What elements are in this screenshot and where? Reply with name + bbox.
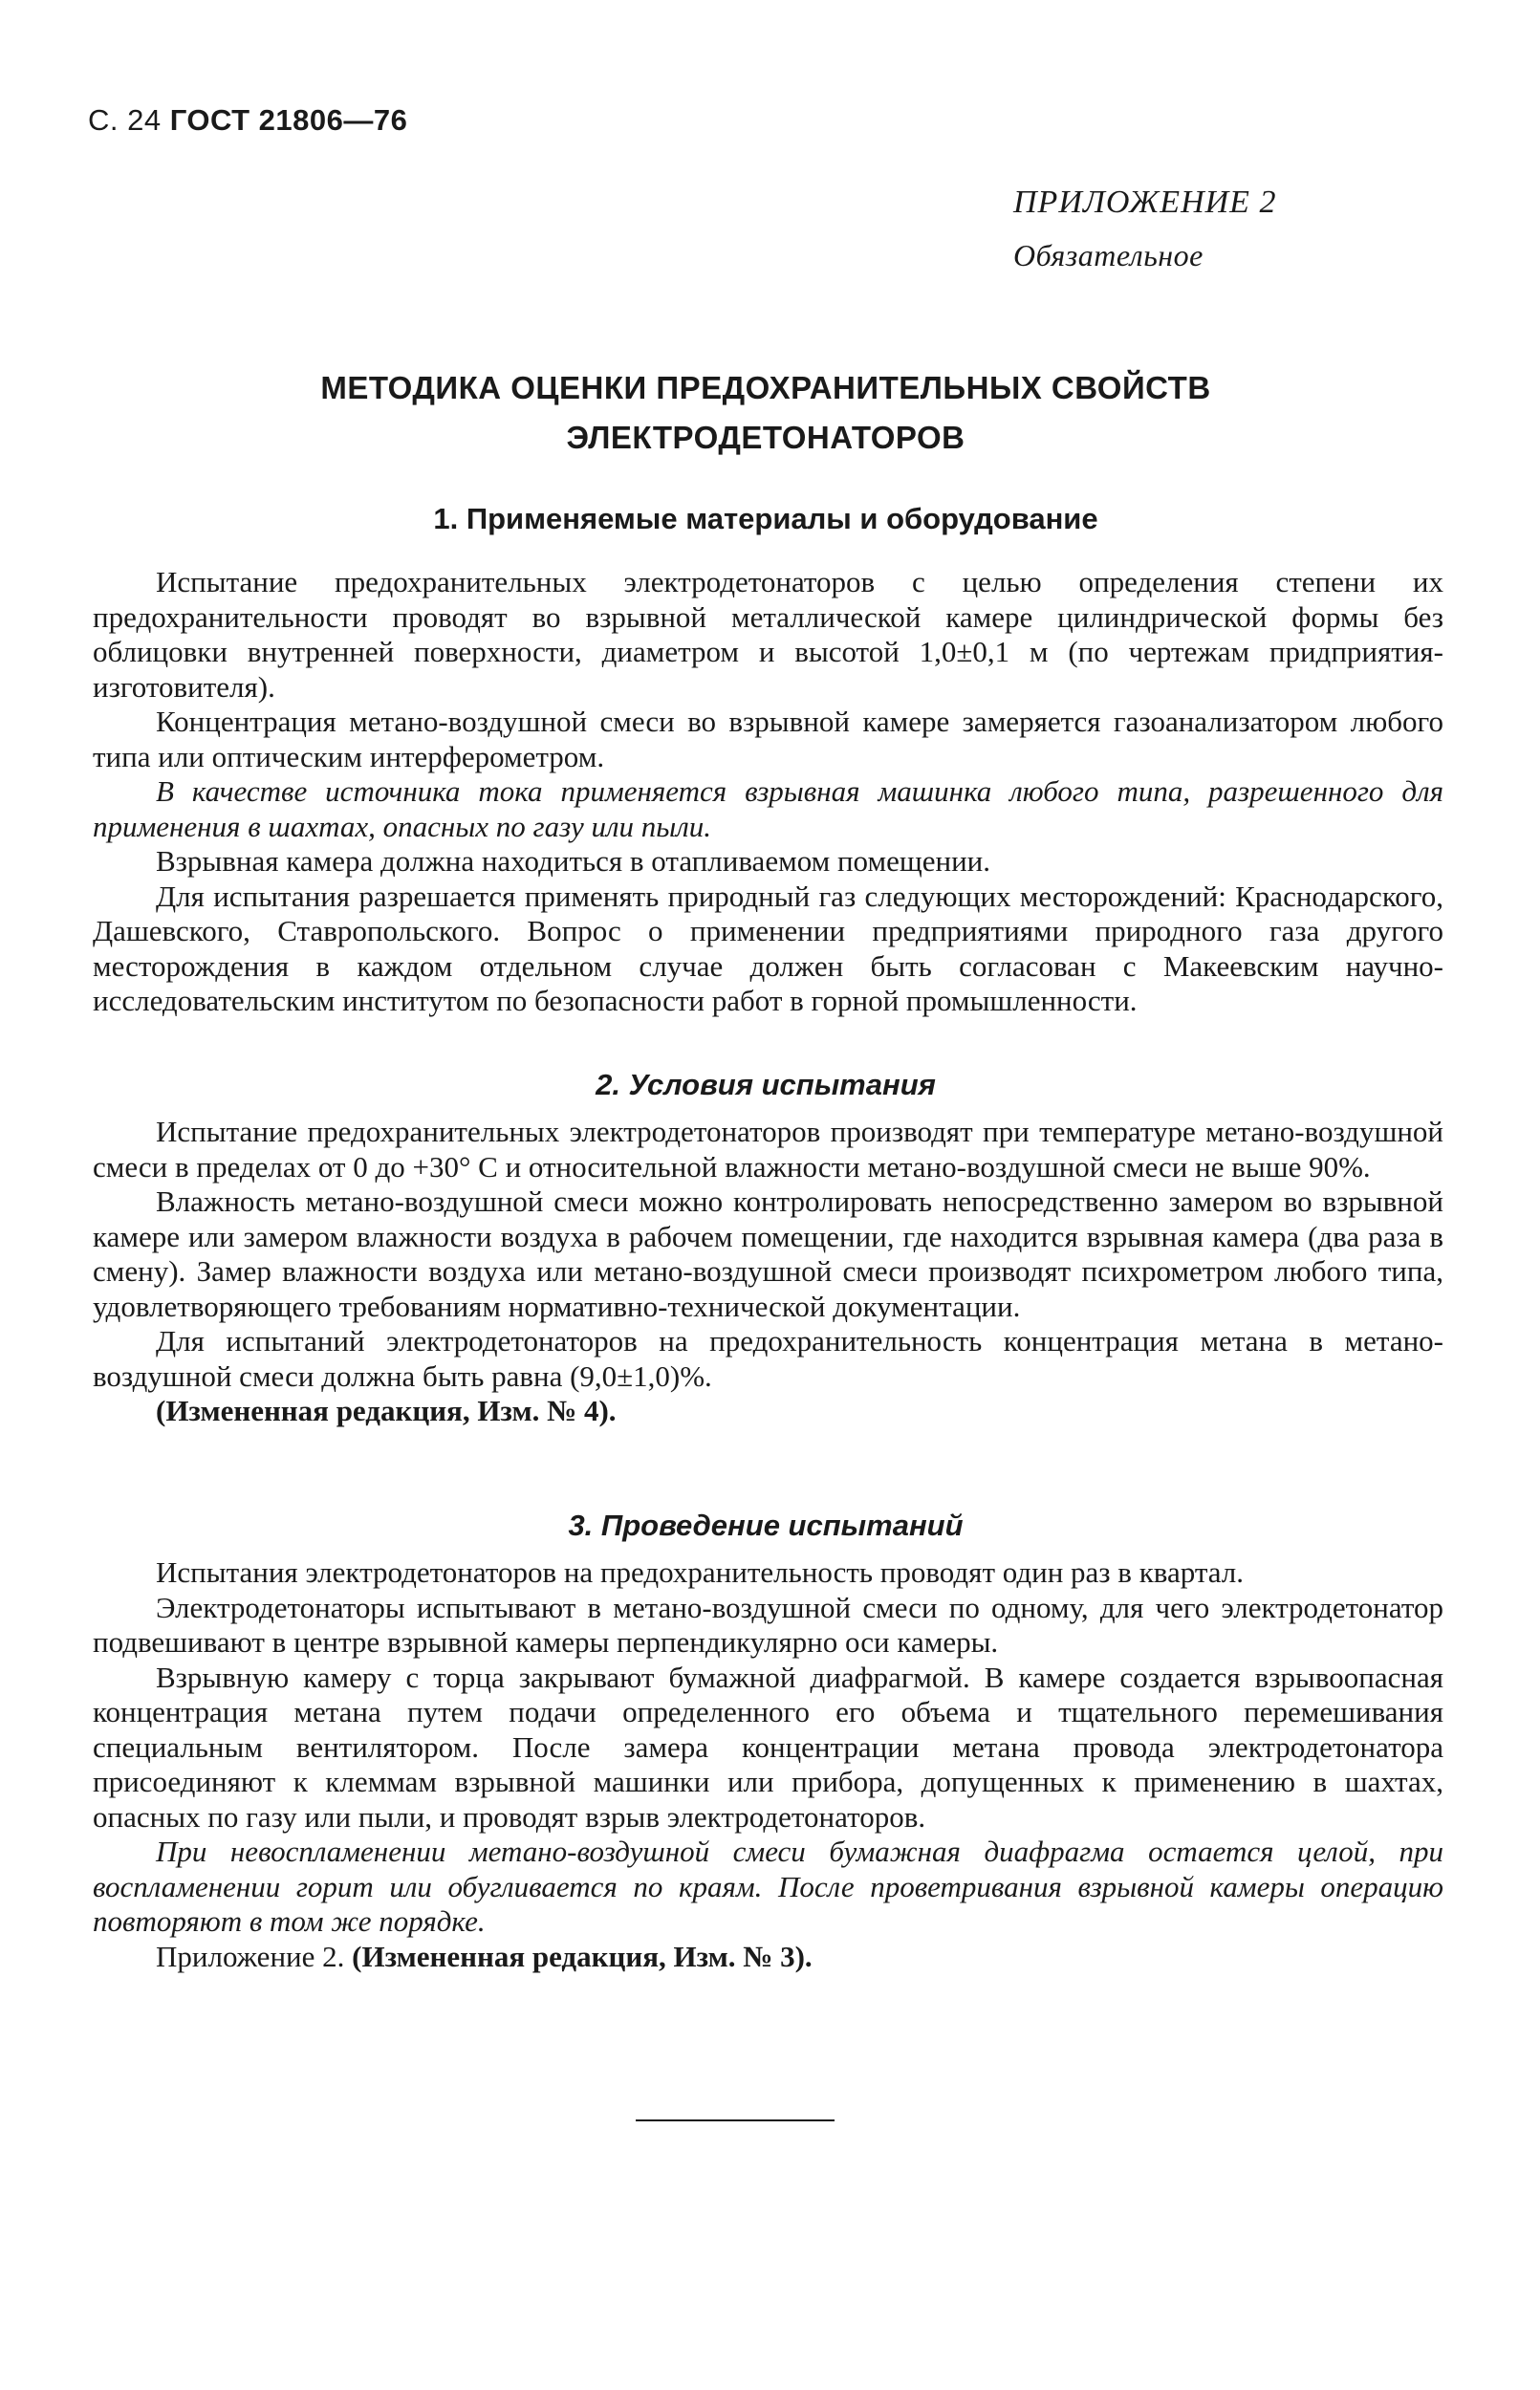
- page-header: [88, 103, 407, 138]
- end-rule: [636, 2119, 835, 2121]
- document-title: [92, 363, 1440, 463]
- section-1-paragraph: Концентрация метано-воздушной смеси во взрывной камере замеряется газоанализатором любого типа или оптическим интерферометром.: [93, 705, 1443, 773]
- section-2-body: [93, 1115, 1443, 1429]
- section-1-paragraph: Для испытания разрешается применять природный газ следующих месторождений: Краснодарского, Дашевского, Ставропольского. Вопрос о применении предприятиями природного газа другого месторождения в каждом отдельном случае должен быть согласован с Макеевским научно-исследовательским институтом по безопасности работ в горной промышленности.: [93, 879, 1443, 1017]
- section-1-paragraph: Взрывная камера должна находиться в отапливаемом помещении.: [156, 844, 990, 878]
- appendix-footer-line: [93, 1940, 1443, 1975]
- section-2-heading: 2. Условия испытания: [596, 1068, 936, 1101]
- appendix-label-block: [1013, 186, 1276, 271]
- section-3-paragraph: Испытания электродетонаторов на предохранительность проводят один раз в квартал.: [156, 1555, 1245, 1589]
- section-3-heading: 3. Проведение испытаний: [568, 1509, 964, 1542]
- section-1-paragraph: В качестве источника тока применяется взрывная машинка любого типа, разрешенного для применения в шахтах, опасных по газу или пыли.: [93, 774, 1443, 843]
- section-2-paragraph: Испытание предохранительных электродетонаторов производят при температуре метано-воздушной смеси в пределах от 0 до +30° С и относительной влажности метано-воздушной смеси не выше 90%.: [93, 1115, 1443, 1184]
- title-line-1: МЕТОДИКА ОЦЕНКИ ПРЕДОХРАНИТЕЛЬНЫХ СВОЙСТВ: [320, 370, 1211, 405]
- section-3-body: [93, 1555, 1443, 1974]
- section-1-paragraph: Испытание предохранительных электродетонаторов с целью определения степени их предохранительности проводят во взрывной металлической камере цилиндрической формы без облицовки внутренней поверхности, диаметром и высотой 1,0±0,1 м (по чертежам придприятия-изготовителя).: [93, 565, 1443, 704]
- section-2-amendment: (Измененная редакция, Изм. № 4).: [156, 1394, 617, 1427]
- section-3-paragraph: Электродетонаторы испытывают в метано-воздушной смеси по одному, для чего электродетонатор подвешивают в центре взрывной камеры перпендикулярно оси камеры.: [93, 1590, 1443, 1659]
- appendix-status: Обязательное: [1013, 238, 1204, 272]
- section-3-paragraph: Взрывную камеру с торца закрывают бумажной диафрагмой. В камере создается взрывоопасная концентрация метана путем подачи определенного его объема и тщательного перемешивания специальным вентилятором. После замера концентрации метана провода электродетонатора присоединяют к клеммам взрывной машинки или прибора, допущенных к применению в шахтах, опасных по газу или пыли, и проводят взрыв электродетонаторов.: [93, 1660, 1443, 1834]
- appendix-footer-prefix: Приложение 2.: [156, 1939, 345, 1973]
- title-line-2: ЭЛЕКТРОДЕТОНАТОРОВ: [566, 420, 965, 455]
- section-3-paragraph: При невоспламенении метано-воздушной смеси бумажная диафрагма остается целой, при воспламенении горит или обугливается по краям. После проветривания взрывной камеры операцию повторяют в том же порядке.: [93, 1835, 1443, 1938]
- section-1-body: [93, 565, 1443, 1019]
- appendix-footer-amendment: (Измененная редакция, Изм. № 3).: [352, 1939, 813, 1973]
- section-2-paragraph: Влажность метано-воздушной смеси можно контролировать непосредственно замером во взрывной камере или замером влажности воздуха в рабочем помещении, где находится взрывная камера (два раза в смену). Замер влажности воздуха или метано-воздушной смеси производят психрометром любого типа, удовлетворяющего требованиям нормативно-технической документации.: [93, 1184, 1443, 1323]
- section-2-paragraph: Для испытаний электродетонаторов на предохранительность концентрация метана в метано-воздушной смеси должна быть равна (9,0±1,0)%.: [93, 1324, 1443, 1393]
- standard-number: ГОСТ 21806—76: [169, 103, 408, 137]
- page-number: С. 24: [88, 103, 162, 137]
- section-1-heading: 1. Применяемые материалы и оборудование: [433, 502, 1098, 535]
- appendix-label: ПРИЛОЖЕНИЕ 2: [1013, 185, 1277, 220]
